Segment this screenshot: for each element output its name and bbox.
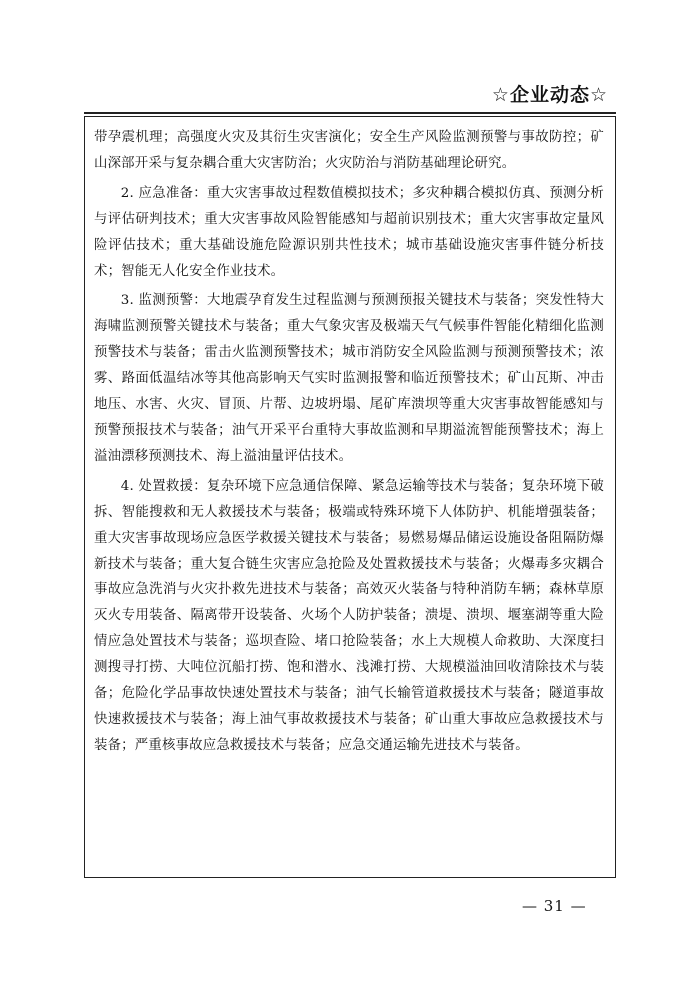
header-divider [84,112,616,114]
section-header-title: ☆企业动态☆ [491,84,608,106]
paragraph-continuation: 带孕震机理；高强度火灾及其衍生灾害演化；安全生产风险监测预警与事故防控；矿山深部开采与复杂耦合重大灾害防治；火灾防治与消防基础理论研究。 [94,130,604,171]
page-number: — 31 — [522,897,587,915]
content-box [84,116,616,878]
paragraph-disposal-rescue: 4. 处置救援：复杂环境下应急通信保障、紧急运输等技术与装备；复杂环境下破拆、智能搜救和无人救援技术与装备；极端或特殊环境下人体防护、机能增强装备；重大灾害事故现场应急医学救援关键技术与装备；易燃易爆品储运设施设备阻隔防爆新技术与装备；重大复合链生灾害应急抢险及处置救援技术与装备；火爆毒多灾耦合事故应急洗消与火灾扑救先进技术与装备；高效灭火装备与特种消防车辆；森林草原灭火专用装备、隔离带开设装备、火场个人防护装备；溃堤、溃坝、堰塞湖等重大险情应急处置技术与装备；巡坝查险、堵口抢险装备；水上大规模人命救助、大深度扫测搜寻打捞、大吨位沉船打捞、饱和潜水、浅滩打捞、大规模溢油回收清除技术与装备；危险化学品事故快速处置技术与装备；油气长输管道救援技术与装备；隧道事故快速救援技术与装备；海上油气事故救援技术与装备；矿山重大事故应急救援技术与装备；严重核事故应急救援技术与装备；应急交通运输先进技术与装备。 [94,478,604,753]
paragraph-emergency-preparation: 2. 应急准备：重大灾害事故过程数值模拟技术；多灾种耦合模拟仿真、预测分析与评估研判技术；重大灾害事故风险智能感知与超前识别技术；重大灾害事故定量风险评估技术；重大基础设施危险源识别共性技术；城市基础设施灾害事件链分析技术；智能无人化安全作业技术。 [94,185,604,279]
paragraph-monitoring-warning: 3. 监测预警：大地震孕育发生过程监测与预测预报关键技术与装备；突发性特大海啸监测预警关键技术与装备；重大气象灾害及极端天气气候事件智能化精细化监测预警技术与装备；雷击火监测预警技术；城市消防安全风险监测与预测预警技术；浓雾、路面低温结冰等其他高影响天气实时监测报警和临近预警技术；矿山瓦斯、冲击地压、水害、火灾、冒顶、片帮、边坡坍塌、尾矿库溃坝等重大灾害事故智能感知与预警预报技术与装备；油气开采平台重特大事故监测和早期溢流智能预警技术；海上溢油漂移预测技术、海上溢油量评估技术。 [94,293,604,464]
